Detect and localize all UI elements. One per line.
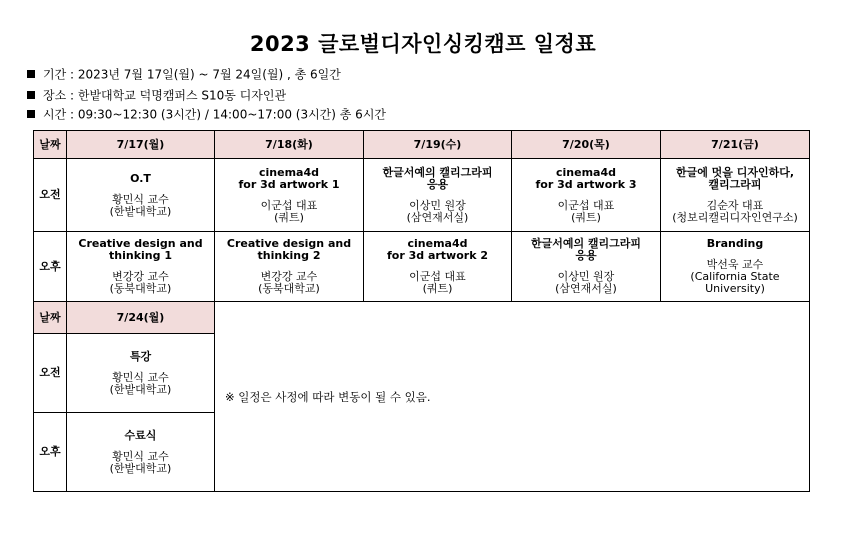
session-title: cinema4d	[407, 237, 468, 250]
session-org: (삼연재서실)	[406, 210, 469, 224]
session-cell	[215, 159, 364, 232]
session-title-line2: 응용	[426, 177, 449, 191]
session-cell	[661, 159, 810, 232]
table-row	[34, 159, 810, 232]
date-cell: 7/20(목)	[512, 131, 661, 159]
session-org: (쿼트)	[571, 210, 601, 224]
am-label: 오전	[34, 159, 67, 232]
session-cell	[512, 232, 661, 302]
session-org: (한밭대학교)	[109, 461, 172, 475]
date-cell: 7/17(월)	[67, 131, 215, 159]
session-cell	[67, 159, 215, 232]
schedule-table	[33, 130, 810, 492]
session-org: (동북대학교)	[109, 282, 172, 295]
session-title-line2: thinking 1	[109, 249, 172, 262]
pm-label: 오후	[34, 413, 67, 492]
session-org: (삼연재서실)	[555, 282, 617, 295]
session-org: (한밭대학교)	[109, 204, 172, 218]
session-org: (한밭대학교)	[109, 382, 172, 396]
info-location: 장소 : 한밭대학교 덕명캠퍼스 S10동 디자인관	[25, 88, 286, 103]
session-title: Creative design and	[78, 237, 203, 250]
session-cell	[215, 232, 364, 302]
table-header-row	[34, 131, 810, 159]
date-header-label: 날짜	[34, 131, 67, 159]
page-title: 2023 글로벌디자인싱킹캠프 일정표	[249, 32, 597, 56]
session-title: 한글서예의 캘리그라피	[530, 237, 642, 250]
session-person: 황민식 교수	[112, 449, 169, 463]
bullet-square-icon	[27, 110, 35, 118]
session-title-line2: for 3d artwork 1	[238, 177, 340, 191]
session-person: 이군섭 대표	[260, 198, 318, 212]
session-title: cinema4d	[556, 165, 616, 179]
date-cell: 7/18(화)	[215, 131, 364, 159]
session-person: 이상민 원장	[557, 270, 615, 283]
session-org: (California State University)	[690, 270, 780, 295]
session-person: 황민식 교수	[112, 192, 169, 206]
date-cell: 7/21(금)	[661, 131, 810, 159]
session-cell	[67, 334, 215, 413]
session-org: (청보리캘리디자인연구소)	[672, 210, 798, 224]
schedule-note: ※ 일정은 사정에 따라 변동이 될 수 있음.	[215, 302, 810, 492]
pm-label: 오후	[34, 232, 67, 302]
session-org: (동북대학교)	[258, 282, 320, 295]
session-cell	[364, 159, 512, 232]
session-person: 박선욱 교수	[706, 258, 764, 271]
session-org: (쿼트)	[274, 210, 304, 224]
session-title-line2: 캘리그라피	[708, 177, 762, 191]
session-cell	[67, 413, 215, 492]
session-person: 이상민 원장	[409, 198, 466, 212]
session-title: 특강	[129, 349, 152, 363]
session-person: 이군섭 대표	[409, 270, 466, 283]
session-person: 이군섭 대표	[557, 198, 615, 212]
session-title: 한글서예의 캘리그라피	[382, 165, 493, 179]
am-label: 오전	[34, 334, 67, 413]
session-cell	[67, 232, 215, 302]
bullet-square-icon	[27, 70, 35, 78]
session-person: 변강강 교수	[112, 270, 169, 283]
session-person: 황민식 교수	[112, 370, 169, 384]
session-title-line2: for 3d artwork 3	[535, 177, 637, 191]
session-org: (쿼트)	[422, 282, 453, 295]
session-title: 한글에 멋을 디자인하다,	[675, 165, 795, 179]
date-cell: 7/24(월)	[67, 302, 215, 334]
session-title-line2: thinking 2	[257, 249, 321, 262]
table-row	[34, 232, 810, 302]
session-cell	[364, 232, 512, 302]
session-cell	[512, 159, 661, 232]
session-title-line2: for 3d artwork 2	[386, 249, 488, 262]
session-person: 김순자 대표	[706, 198, 764, 212]
session-cell	[661, 232, 810, 302]
bullet-square-icon	[27, 91, 35, 99]
session-title: Creative design and	[226, 237, 352, 250]
session-title: cinema4d	[259, 165, 319, 179]
session-title: 수료식	[124, 428, 157, 442]
date-header-label: 날짜	[34, 302, 67, 334]
table-header-row	[34, 302, 810, 334]
session-title-line2: 응용	[575, 249, 597, 262]
date-cell: 7/19(수)	[364, 131, 512, 159]
info-time: 시간 : 09:30~12:30 (3시간) / 14:00~17:00 (3시간) 총 6시간	[25, 107, 386, 122]
session-title: Branding	[706, 237, 764, 250]
session-person: 변강강 교수	[260, 270, 318, 283]
session-title: O.T	[130, 171, 151, 185]
info-period: 기간 : 2023년 7월 17일(월) ~ 7월 24일(월) , 총 6일간	[25, 67, 341, 82]
